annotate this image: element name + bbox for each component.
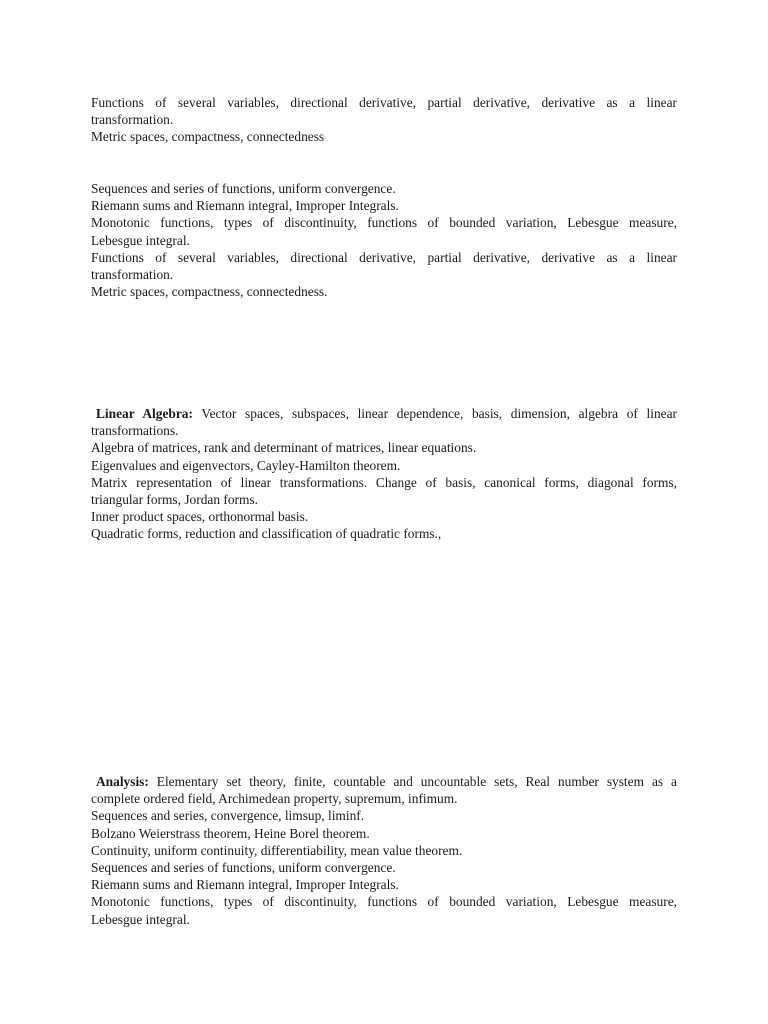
section-first-line [91,405,677,422]
text-line: Riemann sums and Riemann integral, Improper Integrals. [91,877,399,893]
text-line: Inner product spaces, orthonormal basis. [91,509,309,525]
text-line: transformation. [91,267,174,283]
text-line: Algebra of matrices, rank and determinant of matrices, linear equations. [91,440,477,456]
text-line: Matrix representation of linear transformations. Change of basis, canonical forms, diagonal forms, [91,474,677,490]
section-first-line [91,773,677,790]
text-line: Lebesgue integral. [91,911,190,927]
text-line: Sequences and series of functions, uniform convergence. [91,860,396,876]
section-first-line-text: Vector spaces, subspaces, linear dependence, basis, dimension, algebra of linear [192,406,678,421]
text-line: Riemann sums and Riemann integral, Improper Integrals. [91,198,399,214]
section-first-line-text: Elementary set theory, finite, countable and uncountable sets, Real number system as a [148,774,677,789]
text-line: Monotonic functions, types of discontinuity, functions of bounded variation, Lebesgue measure, [91,894,677,910]
text-line: Lebesgue integral. [91,232,190,248]
text-line: Sequences and series, convergence, limsup, liminf. [91,808,365,824]
text-line: Metric spaces, compactness, connectedness. [91,284,328,300]
section-heading: Analysis: [96,774,149,789]
text-line: transformations. [91,423,179,439]
section-heading: Linear Algebra: [96,406,193,421]
paragraph-block-2 [91,180,677,300]
text-line: Continuity, uniform continuity, differentiability, mean value theorem. [91,842,463,858]
text-line: triangular forms, Jordan forms. [91,492,258,508]
text-line: Eigenvalues and eigenvectors, Cayley-Hamilton theorem. [91,457,401,473]
analysis-section [91,773,677,928]
paragraph-block-1 [91,94,677,146]
text-line: Bolzano Weierstrass theorem, Heine Borel theorem. [91,825,370,841]
text-line: complete ordered field, Archimedean property, supremum, infimum. [91,791,458,807]
text-line: Sequences and series of functions, uniform convergence. [91,181,396,196]
text-line: Functions of several variables, directional derivative, partial derivative, derivative as a linear [91,249,677,265]
text-line: Monotonic functions, types of discontinuity, functions of bounded variation, Lebesgue measure, [91,215,677,231]
text-line: Functions of several variables, directional derivative, partial derivative, derivative as a linear [91,95,677,110]
text-line: transformation. [91,112,174,128]
linear-algebra-section [91,405,677,543]
text-line: Quadratic forms, reduction and classification of quadratic forms., [91,526,442,542]
text-line: Metric spaces, compactness, connectedness [91,129,325,145]
